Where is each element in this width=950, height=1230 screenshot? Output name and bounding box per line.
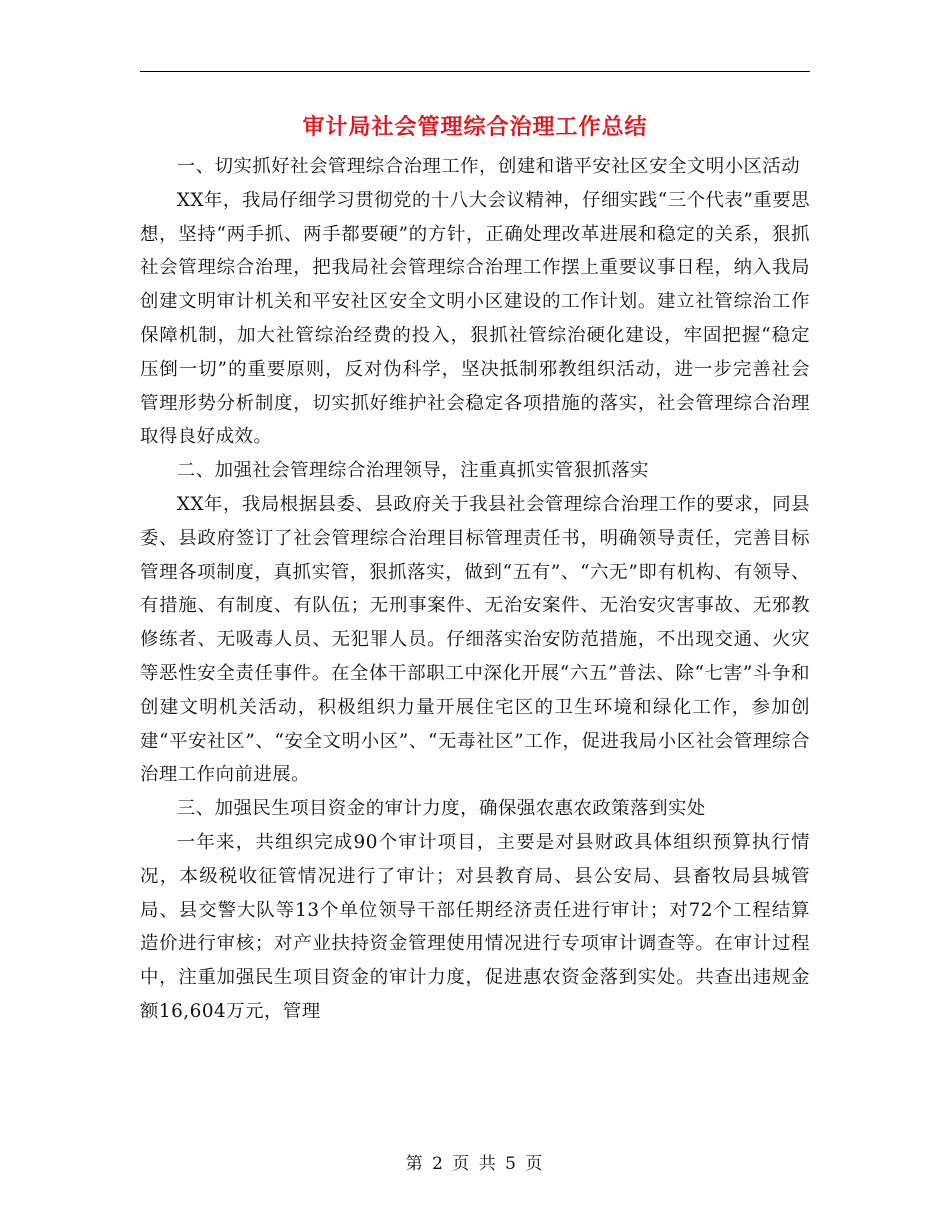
document-body	[140, 150, 810, 1029]
body-paragraph-1: XX年，我局仔细学习贯彻党的十八大会议精神，仔细实践“三个代表”重要思想，坚持“两手抓、两手都要硬”的方针，正确处理改革进展和稳定的关系，狠抓社会管理综合治理，把我局社会管理综合治理工作摆上重要议事日程，纳入我局创建文明审计机关和平安社区安全文明小区建设的工作计划。建立社管综治工作保障机制，加大社管综治经费的投入，狠抓社管综治硬化建设，牢固把握“稳定压倒一切”的重要原则，反对伪科学，坚决抵制邪教组织活动，进一步完善社会管理形势分析制度，切实抓好维护社会稳定各项措施的落实，社会管理综合治理取得良好成效。	[140, 189, 810, 448]
section-heading-2: 二、加强社会管理综合治理领导，注重真抓实管狠抓落实	[176, 460, 650, 482]
header-rule	[140, 71, 810, 72]
section-heading-1: 一、切实抓好社会管理综合治理工作，创建和谐平安社区安全文明小区活动	[176, 156, 801, 177]
document-title: 审计局社会管理综合治理工作总结	[302, 114, 648, 140]
page-number-footer: 第 2 页 共 5 页	[405, 1154, 545, 1174]
body-paragraph-3: 一年来，共组织完成90个审计项目，主要是对县财政具体组织预算执行情况，本级税收征管情况进行了审计；对县教育局、县公安局、县畜牧局县城管局、县交警大队等13个单位领导干部任期经济责任进行审计；对72个工程结算造价进行审核；对产业扶持资金管理使用情况进行专项审计调查等。在审计过程中，注重加强民生项目资金的审计力度，促进惠农资金落到实处。共查出违规金额16,604万元，管理	[140, 831, 810, 1022]
body-paragraph-2: XX年，我局根据县委、县政府关于我县社会管理综合治理工作的要求，同县委、县政府签订了社会管理综合治理目标管理责任书，明确领导责任，完善目标管理各项制度，真抓实管，狠抓落实，做到“五有”、“六无”即有机构、有领导、有措施、有制度、有队伍；无刑事案件、无治安案件、无治安灾害事故、无邪教修练者、无吸毒人员、无犯罪人员。仔细落实治安防范措施，不出现交通、火灾等恶性安全责任事件。在全体干部职工中深化开展“六五”普法、除“七害”斗争和创建文明机关活动，积极组织力量开展住宅区的卫生环境和绿化工作，参加创建“平安社区”、“安全文明小区”、“无毒社区”工作，促进我局小区社会管理综合治理工作向前进展。	[140, 493, 810, 786]
section-heading-3: 三、加强民生项目资金的审计力度，确保强农惠农政策落到实处	[176, 798, 706, 820]
